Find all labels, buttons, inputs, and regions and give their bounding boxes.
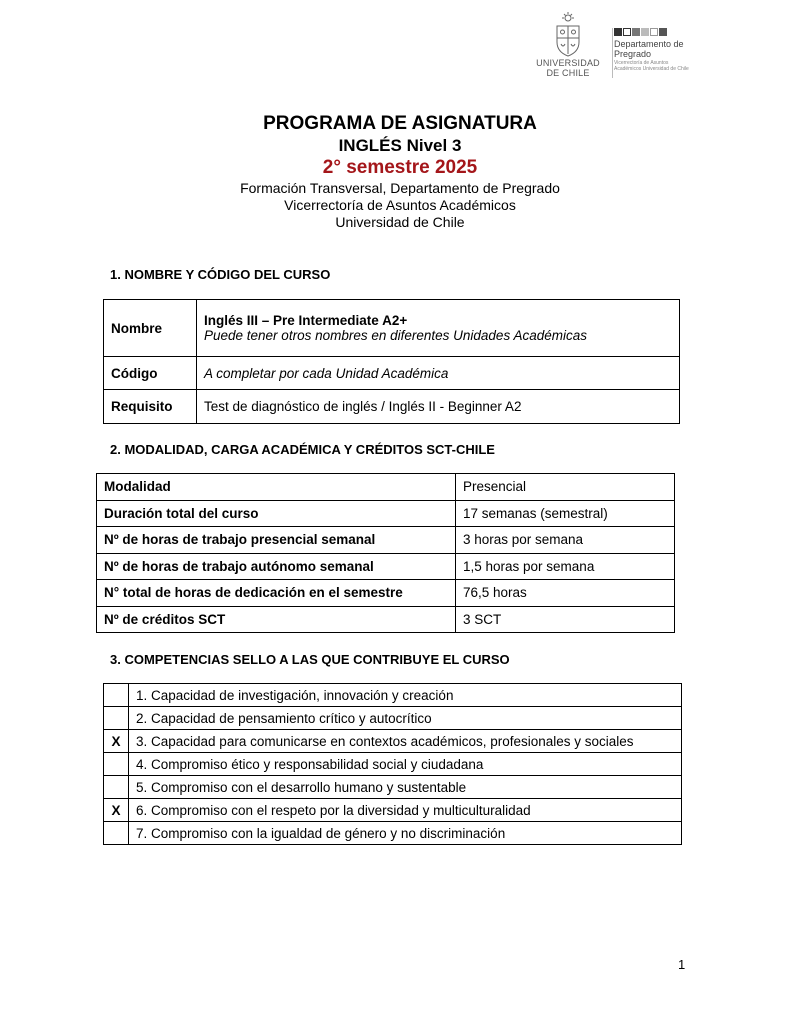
semester-title: 2° semestre 2025 — [322, 157, 478, 178]
table-row — [104, 776, 682, 799]
subtitle-line-1: Formación Transversal, Departamento de Pregrado — [240, 180, 560, 196]
university-logo — [532, 12, 604, 78]
course-title: INGLÉS Nivel 3 — [338, 136, 462, 155]
competency-mark: X — [104, 730, 129, 753]
section-3-heading: 3. COMPETENCIAS SELLO A LAS QUE CONTRIBUYE EL CURSO — [110, 652, 510, 667]
subtitle-line-3: Universidad de Chile — [335, 214, 465, 230]
workload-table — [96, 473, 675, 633]
competency-text: 6. Compromiso con el respeto por la diversidad y multiculturalidad — [129, 799, 682, 822]
workload-value: 76,5 horas — [456, 580, 675, 607]
nombre-note: Puede tener otros nombres en diferentes Unidades Académicas — [204, 328, 587, 343]
university-crest-icon — [551, 12, 585, 58]
workload-value: 3 SCT — [456, 606, 675, 633]
department-logo-subtext: Vicerrectoría de Asuntos Académicos Universidad de Chile — [614, 60, 689, 72]
table-row — [104, 707, 682, 730]
table-row — [104, 799, 682, 822]
section-1-heading: 1. NOMBRE Y CÓDIGO DEL CURSO — [110, 267, 331, 282]
table-row — [97, 527, 675, 554]
competencies-table — [103, 683, 682, 845]
logo-divider — [612, 28, 613, 78]
table-row — [97, 474, 675, 501]
workload-value: 1,5 horas por semana — [456, 553, 675, 580]
workload-value: 17 semanas (semestral) — [456, 500, 675, 527]
competency-mark: X — [104, 799, 129, 822]
table-row — [104, 822, 682, 845]
table-row — [97, 500, 675, 527]
workload-value: 3 horas por semana — [456, 527, 675, 554]
subtitle-line-2: Vicerrectoría de Asuntos Académicos — [284, 197, 516, 213]
nombre-cell — [197, 300, 680, 357]
title-block — [0, 112, 800, 231]
competency-text: 4. Compromiso ético y responsabilidad social y ciudadana — [129, 753, 682, 776]
department-squares-icon — [614, 28, 694, 36]
document-title: PROGRAMA DE ASIGNATURA — [263, 113, 537, 134]
table-row — [104, 684, 682, 707]
course-name-table — [103, 299, 680, 424]
codigo-value: A completar por cada Unidad Académica — [197, 357, 680, 390]
competency-mark — [104, 776, 129, 799]
workload-label: Nº de horas de trabajo autónomo semanal — [97, 553, 456, 580]
table-row — [97, 580, 675, 607]
workload-label: Nº de horas de trabajo presencial semanal — [97, 527, 456, 554]
nombre-value: Inglés III – Pre Intermediate A2+ — [204, 313, 408, 328]
workload-label: Modalidad — [97, 474, 456, 501]
workload-label: Nº de créditos SCT — [97, 606, 456, 633]
competency-mark — [104, 684, 129, 707]
competency-text: 7. Compromiso con la igualdad de género y no discriminación — [129, 822, 682, 845]
requisito-value: Test de diagnóstico de inglés / Inglés II - Beginner A2 — [197, 390, 680, 424]
table-row — [104, 390, 680, 424]
department-logo — [614, 28, 694, 72]
workload-label: Duración total del curso — [97, 500, 456, 527]
competency-mark — [104, 753, 129, 776]
table-row — [104, 753, 682, 776]
requisito-label: Requisito — [104, 390, 197, 424]
competency-text: 1. Capacidad de investigación, innovación y creación — [129, 684, 682, 707]
section-2-heading: 2. MODALIDAD, CARGA ACADÉMICA Y CRÉDITOS SCT-CHILE — [110, 442, 495, 457]
university-logo-text: UNIVERSIDAD DE CHILE — [536, 58, 600, 78]
page-number: 1 — [678, 957, 686, 972]
department-logo-text: Departamento de Pregrado — [614, 39, 684, 59]
codigo-label: Código — [104, 357, 197, 390]
table-row — [104, 730, 682, 753]
competency-text: 5. Compromiso con el desarrollo humano y sustentable — [129, 776, 682, 799]
table-row — [97, 553, 675, 580]
table-row — [104, 357, 680, 390]
competency-mark — [104, 707, 129, 730]
competency-text: 3. Capacidad para comunicarse en contextos académicos, profesionales y sociales — [129, 730, 682, 753]
table-row — [104, 300, 680, 357]
workload-value: Presencial — [456, 474, 675, 501]
competency-text: 2. Capacidad de pensamiento crítico y autocrítico — [129, 707, 682, 730]
table-row — [97, 606, 675, 633]
competency-mark — [104, 822, 129, 845]
workload-label: N° total de horas de dedicación en el semestre — [97, 580, 456, 607]
nombre-label: Nombre — [104, 300, 197, 357]
